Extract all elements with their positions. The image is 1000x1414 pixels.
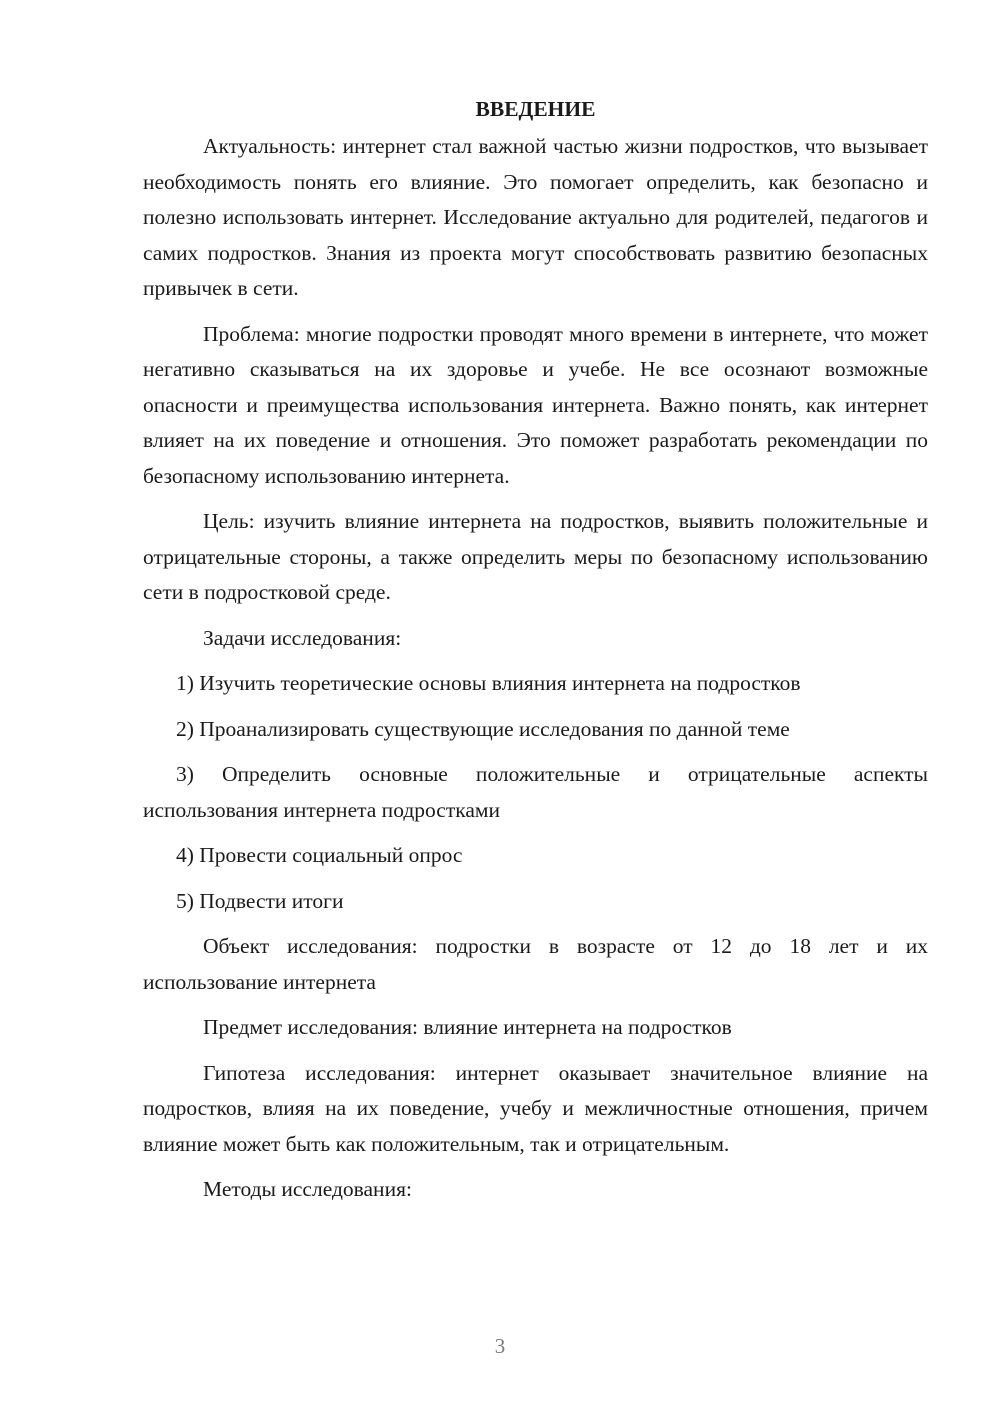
task-item-4: 4) Провести социальный опрос — [176, 843, 463, 867]
document-page — [143, 92, 928, 1218]
paragraph-hypothesis: Гипотеза исследования: интернет оказывает значительное влияние на подростков, влияя на их поведение, учебу и межличностные отношения, причем влияние может быть как положительным, так и отрицательным. — [143, 1060, 928, 1156]
methods-heading: Методы исследования: — [203, 1177, 412, 1201]
page-number: 3 — [494, 1334, 506, 1358]
task-item-1: 1) Изучить теоретические основы влияния интернета на подростков — [176, 671, 801, 695]
paragraph-subject: Предмет исследования: влияние интернета на подростков — [203, 1015, 732, 1039]
paragraph-problem: Проблема: многие подростки проводят много времени в интернете, что может негативно сказываться на их здоровье и учебе. Не все осознают возможные опасности и преимущества использования интернета. Важно понять, как интернет влияет на их поведение и отношения. Это поможет разработать рекомендации по безопасному использованию интернета. — [143, 321, 928, 488]
task-item-5: 5) Подвести итоги — [176, 888, 344, 913]
tasks-heading: Задачи исследования: — [203, 625, 402, 650]
task-item-3: 3) Определить основные положительные и отрицательные аспекты использования интернета подростками — [143, 762, 928, 822]
paragraph-goal: Цель: изучить влияние интернета на подростков, выявить положительные и отрицательные стороны, а также определить меры по безопасному использованию сети в подростковой среде. — [143, 509, 928, 604]
section-title: ВВЕДЕНИЕ — [475, 97, 596, 121]
task-item-2: 2) Проанализировать существующие исследования по данной теме — [176, 716, 790, 741]
paragraph-relevance: Актуальность: интернет стал важной частью жизни подростков, что вызывает необходимость понять его влияние. Это помогает определить, как безопасно и полезно использовать интернет. Исследование актуально для родителей, педагогов и самих подростков. Знания из проекта могут способствовать развитию безопасных привычек в сети. — [143, 134, 928, 300]
paragraph-object: Объект исследования: подростки в возрасте от 12 до 18 лет и их использование интернета — [143, 934, 928, 994]
